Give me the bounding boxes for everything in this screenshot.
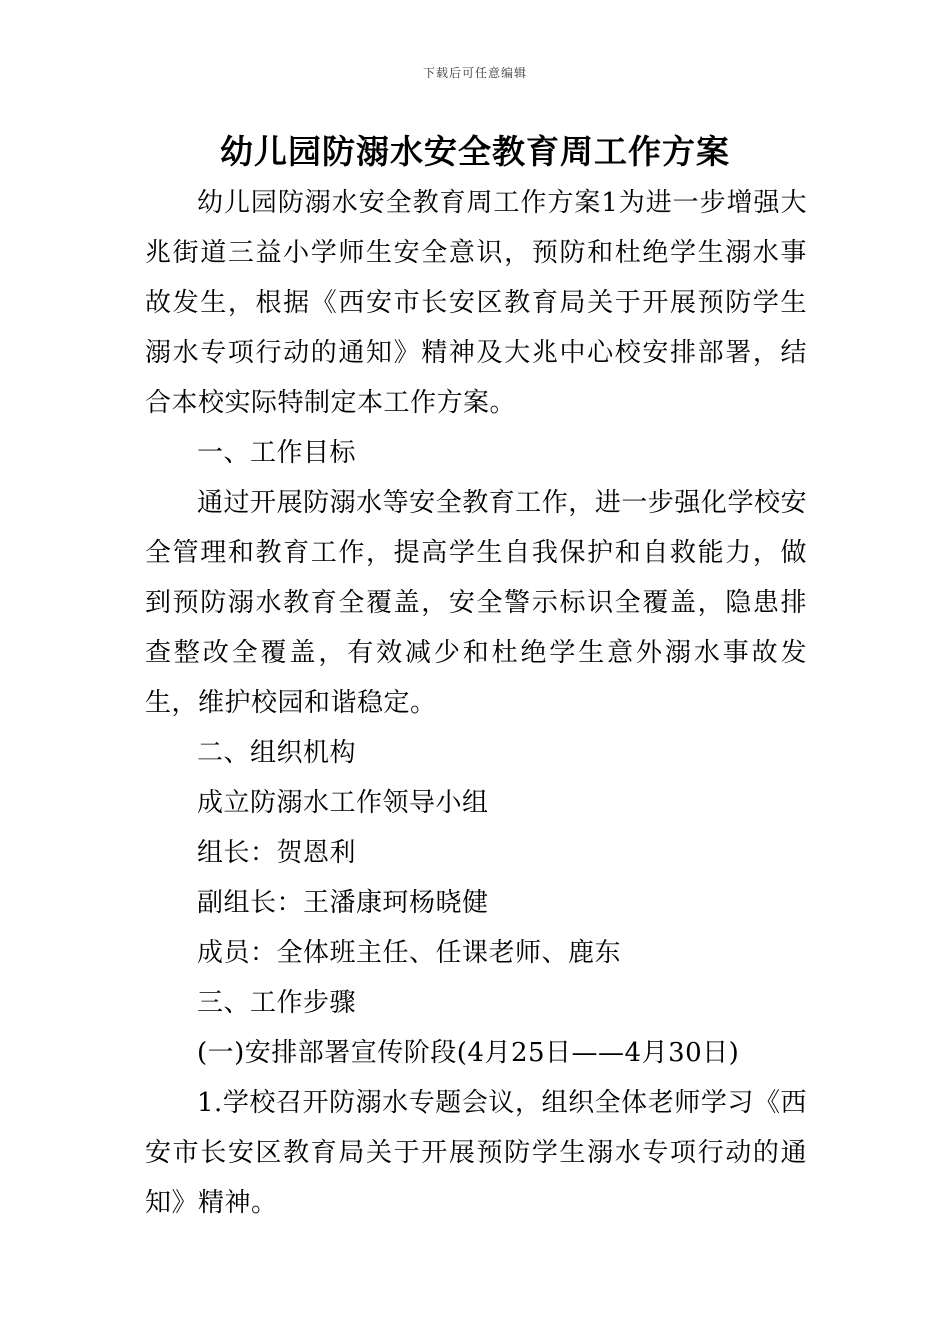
document-title: 幼儿园防溺水安全教育周工作方案 bbox=[220, 132, 730, 171]
section-heading-goals: 一、工作目标 bbox=[197, 438, 357, 468]
paragraph-leader: 组长：贺恩利 bbox=[197, 838, 357, 868]
paragraph-step-one: 1.学校召开防溺水专题会议，组织全体老师学习《西安市长安区教育局关于开展预防学生溺水专项行动的通知》精神。 bbox=[145, 1088, 807, 1218]
section-heading-organization: 二、组织机构 bbox=[197, 738, 357, 768]
header-note: 下载后可任意编辑 bbox=[422, 66, 527, 80]
paragraph-members: 成员：全体班主任、任课老师、鹿东 bbox=[197, 938, 622, 968]
document-body bbox=[145, 178, 807, 1228]
paragraph-deputy-leader: 副组长：王潘康珂杨晓健 bbox=[197, 888, 489, 918]
paragraph-intro: 幼儿园防溺水安全教育周工作方案1为进一步增强大兆街道三益小学师生安全意识，预防和杜绝学生溺水事故发生，根据《西安市长安区教育局关于开展预防学生溺水专项行动的通知》精神及大兆中心校安排部署，结合本校实际特制定本工作方案。 bbox=[145, 188, 807, 418]
section-heading-steps: 三、工作步骤 bbox=[197, 988, 357, 1018]
paragraph-goals: 通过开展防溺水等安全教育工作，进一步强化学校安全管理和教育工作，提高学生自我保护和自救能力，做到预防溺水教育全覆盖，安全警示标识全覆盖，隐患排查整改全覆盖，有效减少和杜绝学生意外溺水事故发生，维护校园和谐稳定。 bbox=[145, 488, 807, 718]
subsection-heading-phase-one: (一)安排部署宣传阶段(4月25日——4月30日) bbox=[197, 1038, 740, 1068]
paragraph-group: 成立防溺水工作领导小组 bbox=[197, 788, 489, 818]
